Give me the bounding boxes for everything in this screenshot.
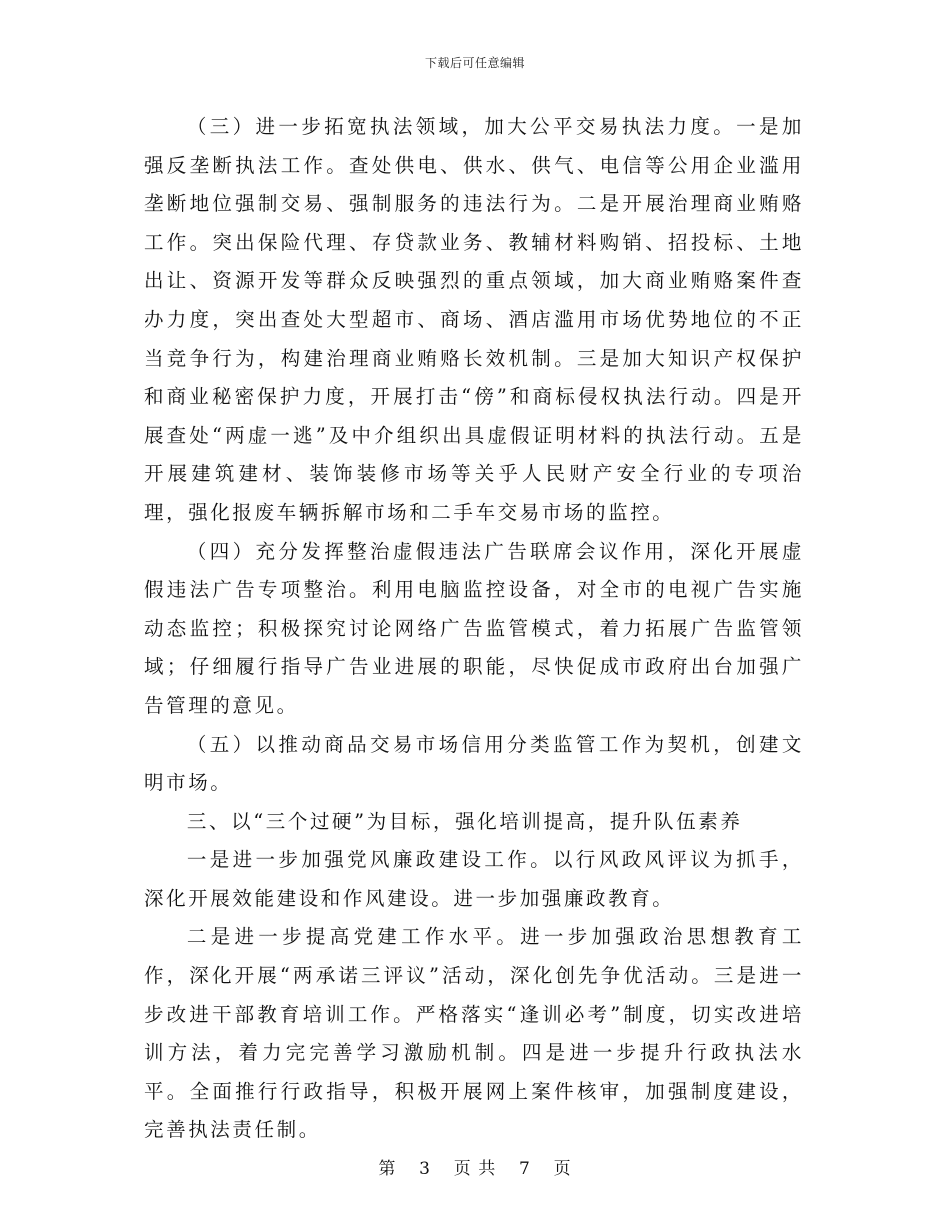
paragraph-item-1: 一是进一步加强党风廉政建设工作。以行风政风评议为抓手，深化开展效能建设和作风建设。进一步加强廉政教育。	[144, 848, 804, 910]
current-page-number: 3	[419, 1159, 431, 1179]
section-heading: 三、以“三个过硬”为目标，强化培训提高，提升队伍素养	[186, 809, 743, 833]
page-header: 下载后可任意编辑	[424, 56, 525, 70]
paragraph-section-3: （三）进一步拓宽执法领域，加大公平交易执法力度。一是加强反垄断执法工作。查处供电、供水、供气、电信等公用企业滥用垄断地位强制交易、强制服务的违法行为。二是开展治理商业贿赂工作。突出保险代理、存贷款业务、教辅材料购销、招投标、土地出让、资源开发等群众反映强烈的重点领域，加大商业贿赂案件查办力度，突出查处大型超市、商场、酒店滥用市场优势地位的不正当竞争行为，构建治理商业贿赂长效机制。三是加大知识产权保护和商业秘密保护力度，开展打击“傍”和商标侵权执法行动。四是开展查处“两虚一逃”及中介组织出具虚假证明材料的执法行动。五是开展建筑建材、装饰装修市场等关乎人民财产安全行业的专项治理，强化报废车辆拆解市场和二手车交易市场的监控。	[144, 115, 804, 524]
total-page-count: 7	[519, 1159, 531, 1179]
paragraph-section-5: （五）以推动商品交易市场信用分类监管工作为契机，创建文明市场。	[144, 732, 804, 795]
document-body	[144, 108, 804, 1150]
footer-prefix: 第	[378, 1159, 397, 1179]
footer-middle: 页 共	[453, 1159, 497, 1179]
footer-suffix: 页	[553, 1159, 572, 1179]
paragraph-section-4: （四）充分发挥整治虚假违法广告联席会议作用，深化开展虚假违法广告专项整治。利用电脑监控设备，对全市的电视广告实施动态监控；积极探究讨论网络广告监管模式，着力拓展广告监管领域；仔细履行指导广告业进展的职能，尽快促成市政府出台加强广告管理的意见。	[144, 539, 804, 717]
page-number-footer	[0, 1154, 950, 1179]
paragraph-item-2: 二是进一步提高党建工作水平。进一步加强政治思想教育工作，深化开展“两承诺三评议”活动，深化创先争优活动。三是进一步改进干部教育培训工作。严格落实“逢训必考”制度，切实改进培训方法，着力完完善学习激励机制。四是进一步提升行政执法水平。全面推行行政指导，积极开展网上案件核审，加强制度建设，完善执法责任制。	[144, 925, 804, 1142]
